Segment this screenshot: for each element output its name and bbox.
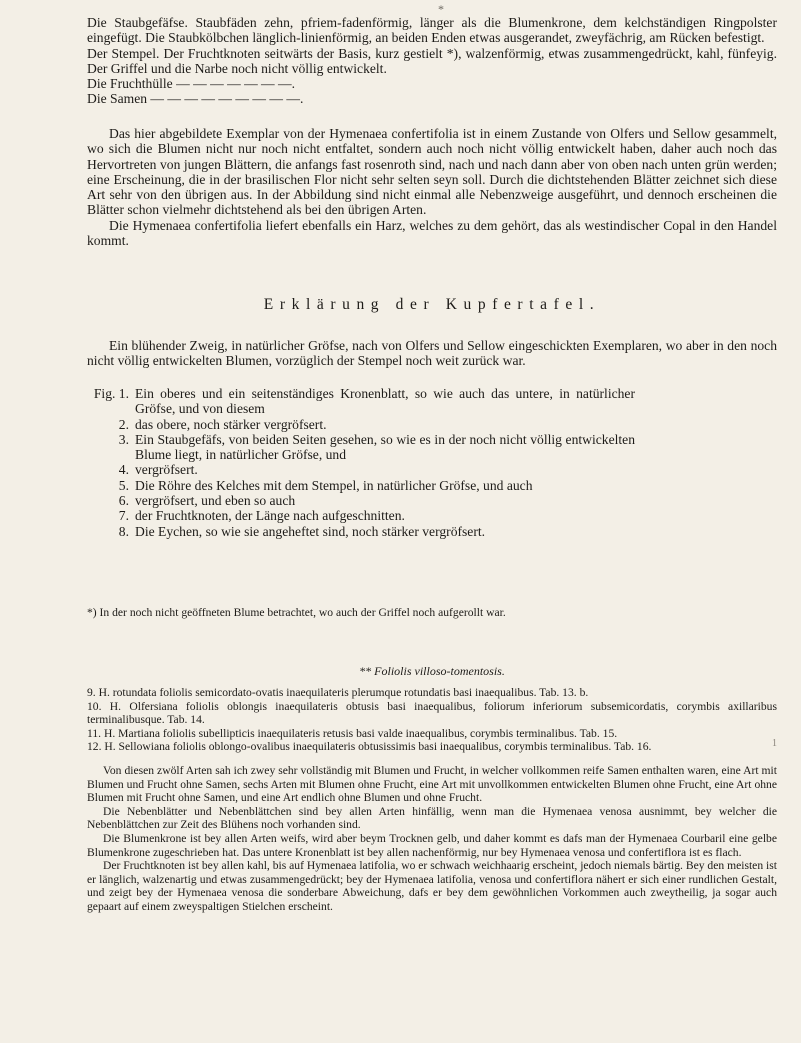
intro-stempel: Der Stempel. Der Fruchtknoten seitwärts der Basis, kurz gestielt *), walzenförmig, etwas zusammengedrückt, kahl, fünfeyig. Der Griffel und die Narbe noch nicht völlig entwickelt. — [87, 45, 777, 76]
species-olfersiana: 10. H. Olfersiana foliolis oblongis inaequilateris obtusis basi inaequalibus, foliorum inferiorum subsemicordatis, corymbis axillaribus terminalibusque. Tab. 14. — [87, 699, 777, 727]
figure-number: Fig. 1. — [93, 386, 129, 401]
intro-staubgefaesse: Die Staubgefäfse. Staubfäden zehn, pfriem-fadenförmig, länger als die Blumenkrone, dem kelchständigen Ringpolster eingefügt. Die Staubkölbchen länglich-linienförmig, an beiden Enden etwas ausgerandet, zweyfächrig, am Rücken befestigt. — [87, 15, 777, 46]
figure-item — [87, 524, 777, 539]
figure-number: 5. — [118, 477, 129, 493]
species-subheading: ** Foliolis villoso-tomentosis. — [359, 664, 505, 678]
species-list — [87, 686, 777, 754]
plate-heading: Erklärung der Kupfertafel. — [263, 296, 601, 313]
figure-number: 8. — [118, 523, 129, 539]
figure-item — [87, 478, 777, 493]
intro-section — [87, 15, 777, 107]
figure-number: 2. — [118, 416, 129, 432]
description-paragraph-copal: Die Hymenaea confertifolia liefert ebenfalls ein Harz, welches zu dem gehört, das als westindischer Copal in den Handel kommt. — [87, 217, 777, 249]
figure-text: der Fruchtknoten, der Länge nach aufgeschnitten. — [135, 508, 405, 524]
figure-text: vergröfsert, und eben so auch — [135, 493, 296, 509]
figure-number: 4. — [118, 462, 129, 478]
closing-section — [87, 764, 777, 914]
explanation-intro: Ein blühender Zweig, in natürlicher Gröfse, nach von Olfers und Sellow eingeschickten Exemplaren, wo aber in den noch nicht völlig entwickelten Blumen, vorzüglich der Stempel noch weit zurück war. — [87, 338, 777, 369]
figure-text: Ein Staubgefäfs, von beiden Seiten gesehen, so wie es in der noch nicht völlig entwickelten Blume liegt, in natürlicher Gröfse, und — [135, 431, 635, 463]
figure-text: Die Eychen, so wie sie angeheftet sind, noch stärker vergröfsert. — [135, 523, 486, 539]
intro-samen: Die Samen — — — — — — — — —. — [87, 91, 304, 107]
closing-fruchtknoten: Der Fruchtknoten ist bey allen kahl, bis auf Hymenaea latifolia, wo er schwach weichhaarig erscheint, jedoch niemals bärtig. Bey den meisten ist er länglich, walzenartig und etwas zusammengedrückt; bey der Hymenaea latifolia, venosa und confertiflora nähert er sich einer rundlichen Gestalt, und zeigt bey der Hymenaea venosa die sonderbare Abweichung, dafs er bey dem gewöhnlichen Vorkommen auch zweytheilig, ja sogar auch gepaart auf einem zweyspaltigen Stielchen erscheint. — [87, 859, 777, 913]
figure-number: 6. — [118, 493, 129, 509]
intro-fruchthuelle: Die Fruchthülle — — — — — — —. — [87, 76, 296, 92]
closing-blumenkrone: Die Blumenkrone ist bey allen Arten weifs, wird aber beym Trocknen gelb, und daher kommt es dafs man der Hymenaea Courbaril eine gelbe Blumenkrone zugeschrieben hat. Das untere Kronenblatt ist bey allen nachenförmig, nur bey Hymenaea venosa und confertiflora ist es flach. — [87, 831, 777, 859]
description-section — [87, 126, 777, 248]
figure-item — [87, 432, 777, 463]
figure-number: 3. — [118, 431, 129, 447]
figure-item — [87, 386, 777, 417]
figure-item — [87, 508, 777, 523]
top-mark: * — [438, 2, 444, 16]
description-paragraph: Das hier abgebildete Exemplar von der Hymenaea confertifolia ist in einem Zustande von Olfers und Sellow gesammelt, wo sich die Blumen nicht nur noch nicht entfaltet, sondern auch noch nicht völlig entwickelt haben, daher auch noch das Hervortreten von jungen Blättern, die anfangs fast rosenroth sind, nach und nach dann aber von oben nach unten grün werden; eine Erscheinung, die in der brasilischen Flor nicht sehr selten seyn soll. Durch die dichtstehenden Blätter zeichnet sich diese Art sehr von den übrigen aus. In der Abbildung sind nicht einmal alle Nebenzweige ausgeführt, und dennoch erscheinen die Blätter schon vielmehr dichtstehend als bei den übrigen Arten. — [87, 126, 777, 218]
figure-list — [87, 386, 777, 539]
figure-item — [87, 462, 777, 477]
closing-nebenblaetter: Die Nebenblätter und Nebenblättchen sind bey allen Arten hinfällig, wenn man die Hymenaea venosa ausnimmt, bey welcher die Nebenblättchen zur Zeit des Blühens noch vorhanden sind. — [87, 804, 777, 832]
closing-arten: Von diesen zwölf Arten sah ich zwey sehr vollständig mit Blumen und Frucht, in welcher vollkommen reife Samen enthalten waren, eine Art mit Blumen und Frucht ohne Samen, sechs Arten mit Blumen ohne Frucht, eine Art mit unvollkommen entwickelten Blumen ohne Frucht, eine Art ohne Blumen mit Frucht ohne Samen, und eine Art endlich ohne Blumen und ohne Frucht. — [87, 764, 777, 805]
figure-text: Die Röhre des Kelches mit dem Stempel, in natürlicher Gröfse, und auch — [135, 477, 533, 493]
figure-text: vergröfsert. — [135, 462, 198, 478]
figure-number: 7. — [118, 508, 129, 524]
figure-text: Ein oberes und ein seitenständiges Kronenblatt, so wie auch das untere, in natürlicher Gröfse, und von diesem — [135, 386, 635, 417]
footnote-text: *) In der noch nicht geöffneten Blume betrachtet, wo auch der Griffel noch aufgerollt war. — [87, 606, 506, 619]
footnote — [87, 606, 777, 620]
species-sellowiana: 12. H. Sellowiana foliolis oblongo-ovalibus inaequilateris obtusissimis basi inaequalibus, corymbis terminalibus. Tab. 16. — [87, 740, 652, 754]
plate-explanation — [87, 338, 777, 369]
species-martiana: 11. H. Martiana foliolis subellipticis inaequilateris retusis basi valde inaequalibus, corymbis terminalibus. Tab. 15. — [87, 726, 618, 740]
figure-text: das obere, noch stärker vergröfsert. — [135, 416, 327, 432]
figure-item — [87, 417, 777, 432]
figure-item — [87, 493, 777, 508]
margin-mark: 1 — [772, 738, 777, 749]
species-rotundata: 9. H. rotundata foliolis semicordato-ovatis inaequilateris plerumque rotundatis basi inaequalibus. Tab. 13. b. — [87, 686, 589, 699]
